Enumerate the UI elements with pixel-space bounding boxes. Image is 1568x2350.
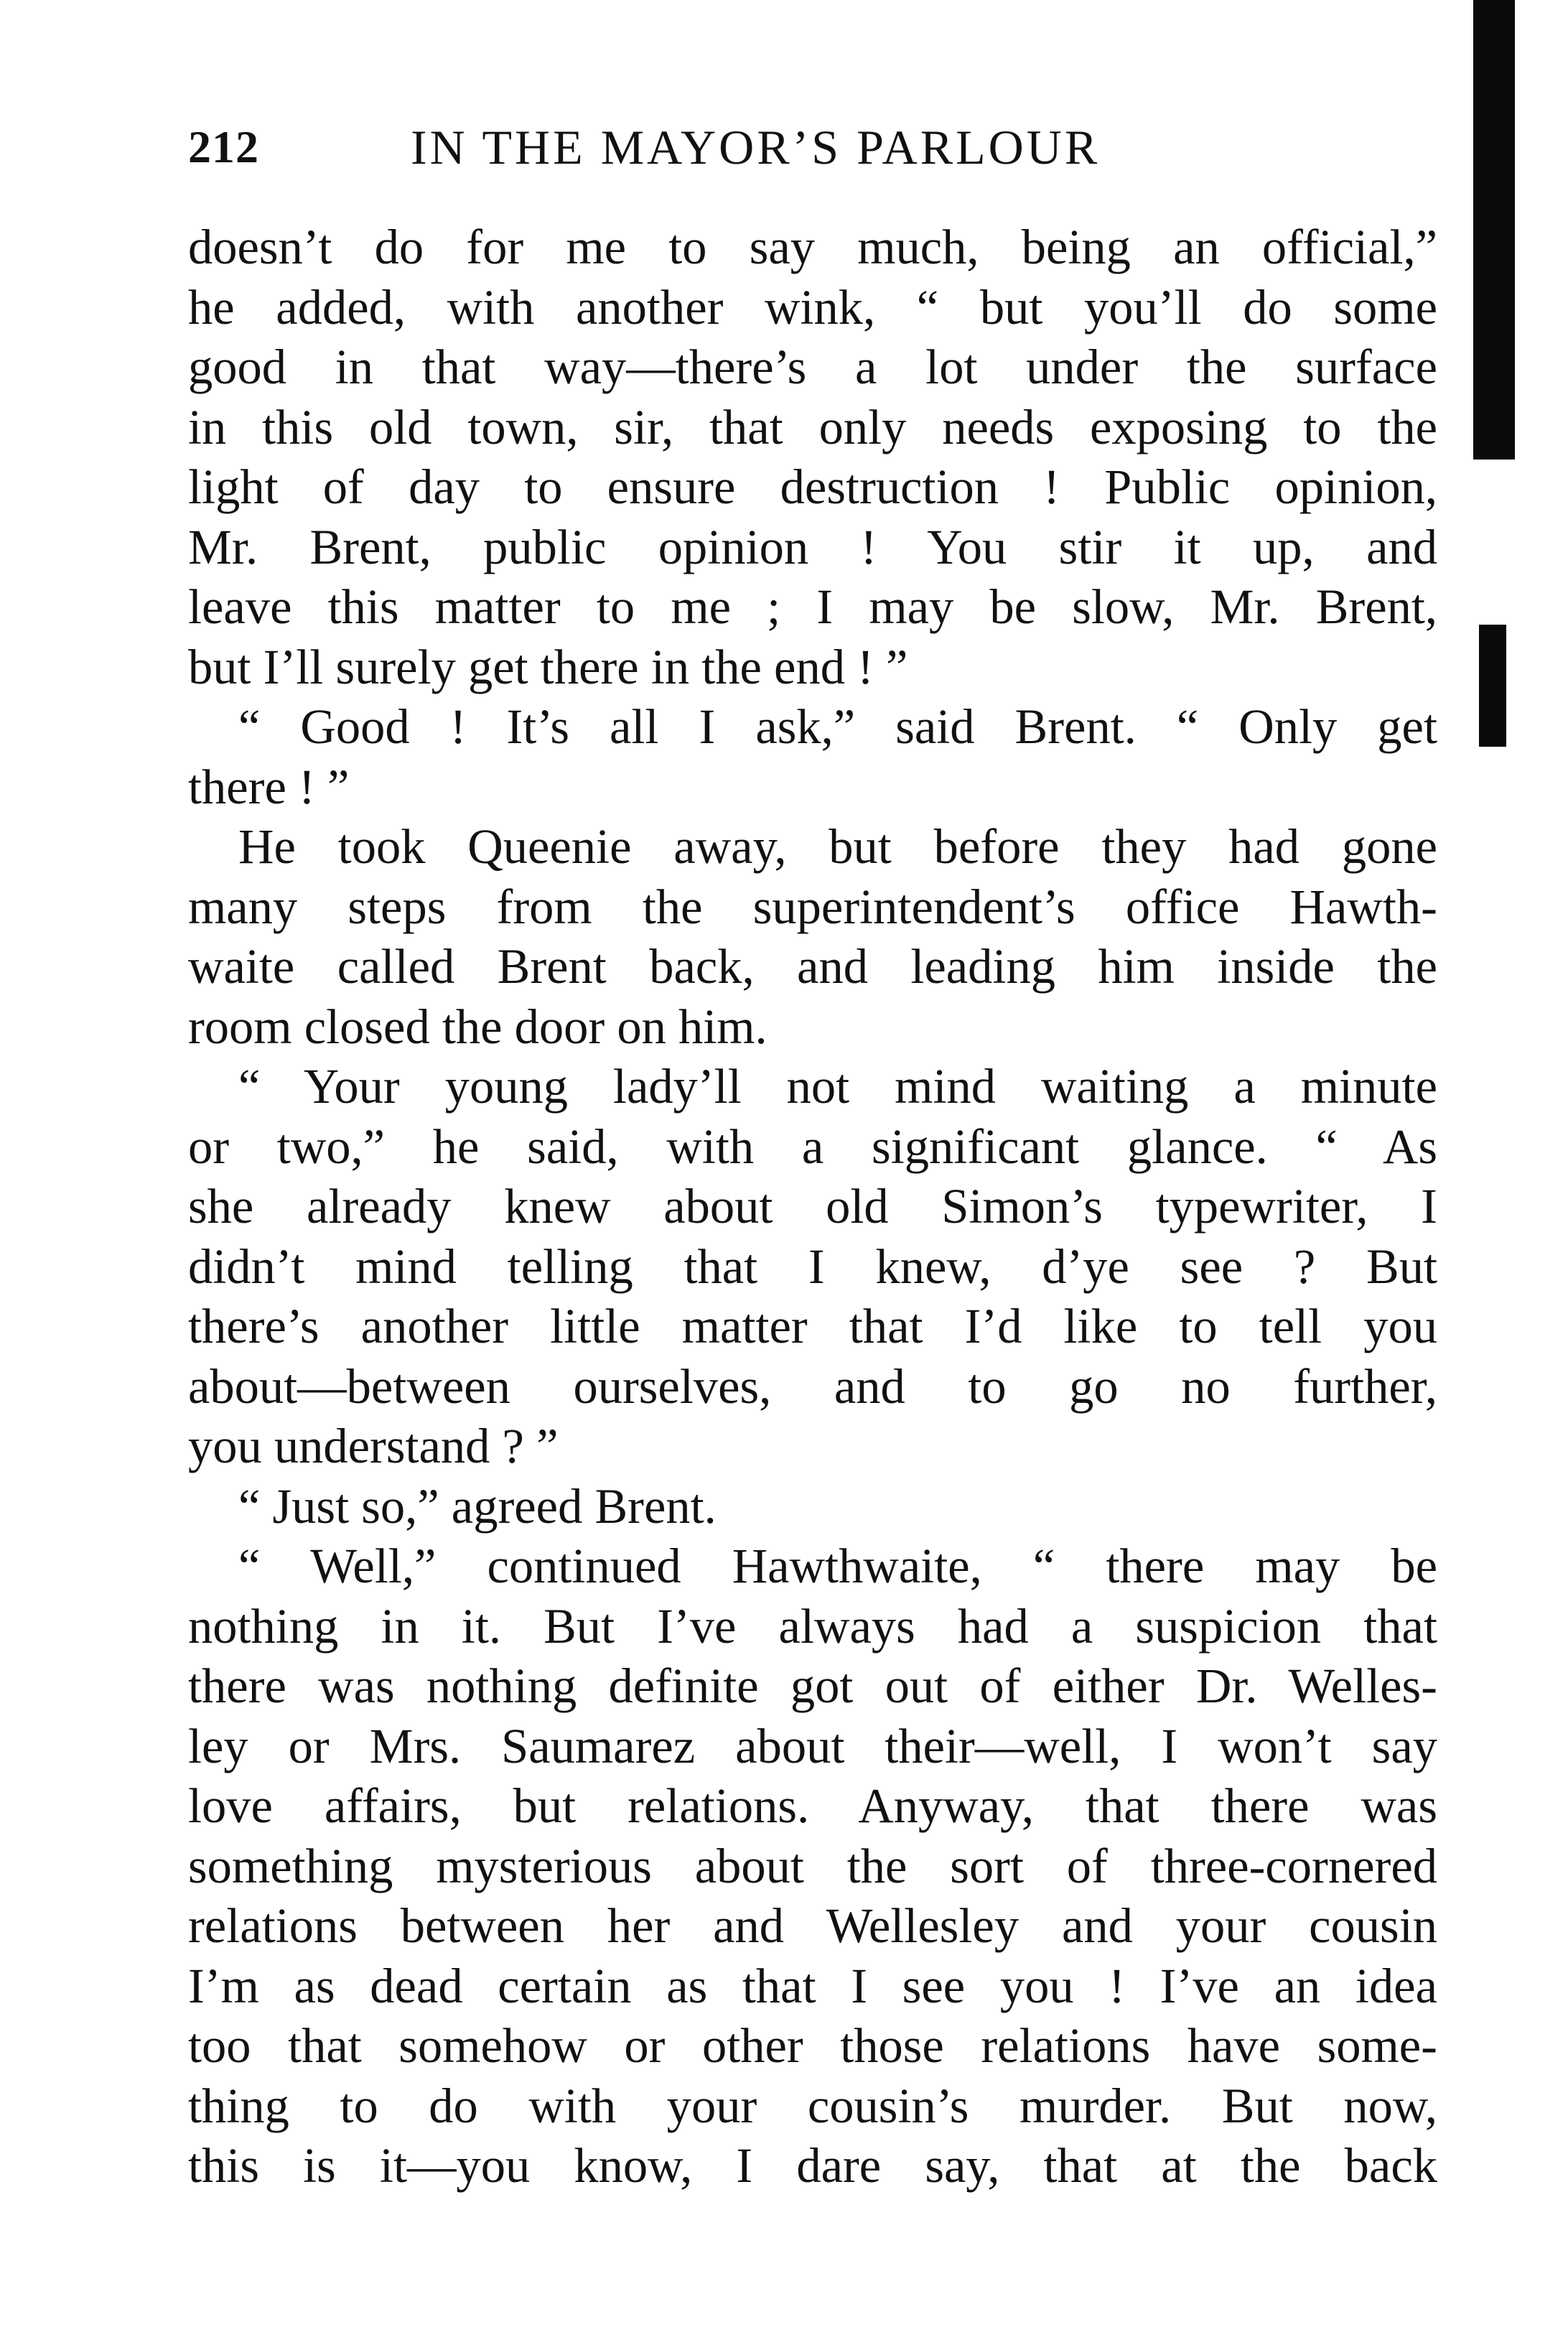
text-line: love affairs, but relations. Anyway, that there was	[188, 1778, 1437, 1833]
text-line: too that somehow or other those relations have some-	[188, 2018, 1437, 2073]
text-line: or two,” he said, with a significant glance. “ As	[188, 1119, 1437, 1174]
text-line: doesn’t do for me to say much, being an official,”	[188, 220, 1437, 274]
text-line: thing to do with your cousin’s murder. But now,	[188, 2078, 1437, 2133]
text-line: good in that way—there’s a lot under the surface	[188, 340, 1437, 394]
text-line: waite called Brent back, and leading him inside the	[188, 939, 1437, 994]
text-line: He took Queenie away, but before they had gone	[238, 819, 1437, 874]
running-title: IN THE MAYOR’S PARLOUR	[411, 120, 1101, 174]
text-line: in this old town, sir, that only needs exposing to the	[188, 399, 1437, 454]
text-line: he added, with another wink, “ but you’ll do some	[188, 279, 1437, 335]
text-line: this is it—you know, I dare say, that at the back	[188, 2138, 1437, 2193]
text-line: about—between ourselves, and to go no further,	[188, 1358, 1437, 1414]
text-line: I’m as dead certain as that I see you ! I’ve an idea	[188, 1958, 1437, 2013]
text-line: “ Well,” continued Hawthwaite, “ there may be	[238, 1539, 1437, 1593]
scan-edge-mark-top	[1473, 0, 1515, 460]
page-number: 212	[188, 121, 259, 172]
text-line: “ Good ! It’s all I ask,” said Brent. “ Only get	[238, 699, 1437, 754]
text-line: leave this matter to me ; I may be slow, Mr. Brent,	[188, 579, 1437, 634]
text-line: didn’t mind telling that I knew, d’ye see ? But	[188, 1239, 1437, 1294]
text-line: there ! ”	[188, 759, 350, 814]
text-line: there’s another little matter that I’d like to tell you	[188, 1299, 1437, 1353]
text-line: many steps from the superintendent’s office Hawth-	[188, 879, 1437, 934]
text-line: Mr. Brent, public opinion ! You stir it up, and	[188, 519, 1437, 574]
text-line: relations between her and Wellesley and your cousin	[188, 1898, 1437, 1953]
text-line: she already knew about old Simon’s typewriter, I	[188, 1179, 1437, 1234]
text-line: “ Your young lady’ll not mind waiting a minute	[238, 1059, 1437, 1114]
text-line: but I’ll surely get there in the end ! ”	[188, 639, 908, 694]
text-line: nothing in it. But I’ve always had a suspicion that	[188, 1598, 1437, 1654]
text-line: light of day to ensure destruction ! Public opinion,	[188, 460, 1437, 514]
text-line: “ Just so,” agreed Brent.	[238, 1478, 717, 1534]
text-line: you understand ? ”	[188, 1419, 559, 1473]
text-line: something mysterious about the sort of three-cornered	[188, 1838, 1437, 1893]
running-head	[188, 115, 1437, 179]
text-line: ley or Mrs. Saumarez about their—well, I won’t say	[188, 1718, 1437, 1773]
body-text	[188, 218, 1437, 2196]
text-line: there was nothing definite got out of either Dr. Welles-	[188, 1659, 1437, 1713]
text-line: room closed the door on him.	[188, 999, 767, 1054]
scan-edge-mark-middle	[1479, 625, 1506, 747]
